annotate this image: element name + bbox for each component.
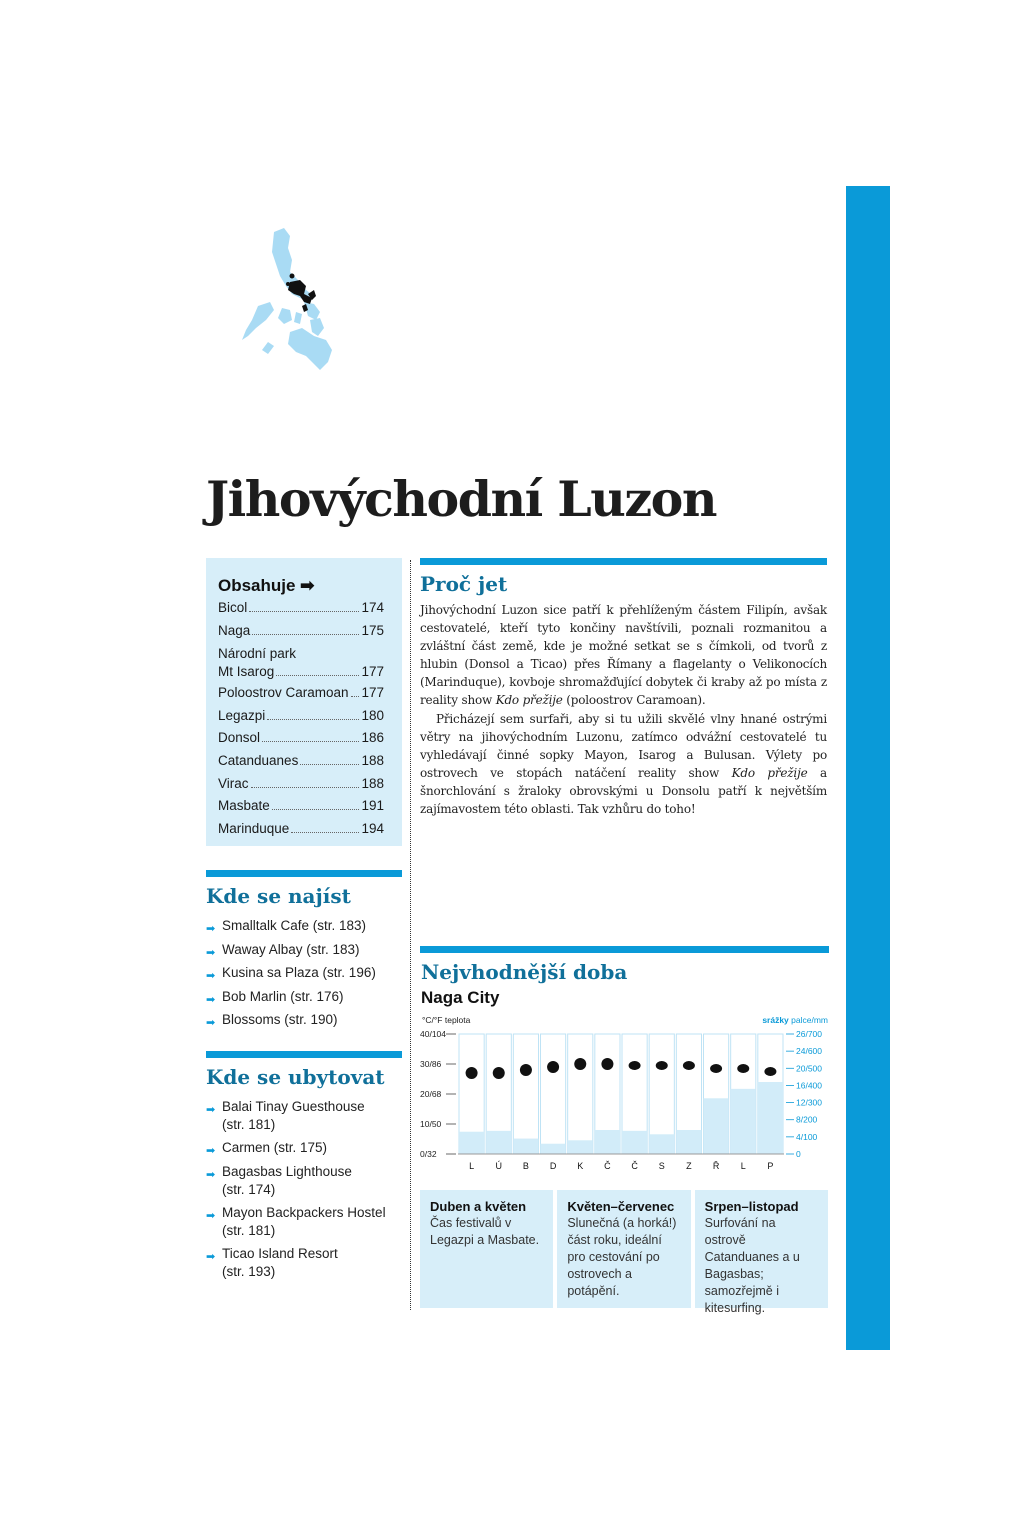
arrow-right-icon: ➡: [206, 970, 216, 982]
month-column: [568, 1034, 593, 1154]
temperature-bar: [656, 1061, 668, 1070]
rainfall-bar: [486, 1131, 511, 1154]
list-item: ➡ Kusina sa Plaza (str. 196): [206, 964, 402, 988]
rainfall-bar: [541, 1144, 566, 1154]
temperature-bar: [629, 1061, 641, 1070]
contents-item[interactable]: Virac 188: [218, 775, 384, 791]
season-box: Duben a květen Čas festivalů v Legazpi a Masbate.: [420, 1190, 553, 1308]
right-tick-label: 0: [796, 1149, 801, 1159]
list-item: ➡ Mayon Backpackers Hostel (str. 181): [206, 1204, 386, 1238]
list-item: ➡ Balai Tinay Guesthouse (str. 181): [206, 1099, 365, 1132]
chapter-tab: [846, 186, 890, 1350]
right-tick-label: 12/300: [796, 1097, 822, 1108]
section-rule: [420, 558, 827, 565]
rainfall-bar: [704, 1098, 729, 1154]
month-label: Ú: [495, 1161, 502, 1171]
month-label: D: [549, 1161, 557, 1171]
contents-box: [206, 558, 402, 846]
temperature-bar: [601, 1058, 613, 1070]
rainfall-bar: [676, 1130, 701, 1154]
page-title: Jihovýchodní Luzon: [206, 470, 716, 528]
right-tick-label: 20/500: [796, 1063, 822, 1074]
arrow-right-icon: ➡: [206, 923, 216, 935]
month-label: L: [740, 1161, 746, 1171]
arrow-right-icon: ➡: [206, 1145, 216, 1157]
contents-item[interactable]: Donsol 186: [218, 730, 384, 746]
temperature-bar: [520, 1064, 532, 1076]
right-tick-label: 4/100: [796, 1131, 818, 1142]
list-item: ➡ Bob Marlin (str. 176): [206, 988, 402, 1012]
section-rule: [206, 1051, 402, 1058]
left-tick-label: 40/104: [420, 1029, 446, 1039]
contents-item[interactable]: Bicol 174: [218, 600, 384, 615]
temperature-bar: [466, 1067, 478, 1079]
right-tick-label: 26/700: [796, 1029, 822, 1039]
right-tick-label: 24/600: [796, 1046, 822, 1057]
rainfall-bar: [568, 1140, 593, 1154]
rainfall-bar: [649, 1134, 674, 1154]
right-axis-label: srážky palce/mm: [762, 1015, 828, 1025]
section-rule: [420, 946, 829, 953]
arrow-right-icon: ➡: [206, 993, 216, 1006]
chart-title: Naga City: [421, 988, 500, 1007]
month-label: L: [469, 1161, 475, 1171]
month-label: Ř: [712, 1161, 720, 1171]
month-label: K: [577, 1161, 584, 1171]
left-tick-label: 30/86: [420, 1059, 442, 1069]
month-column: [513, 1034, 538, 1154]
rainfall-bar: [595, 1130, 620, 1154]
eat-list: [206, 917, 402, 1035]
contents-item[interactable]: Marinduque 194: [218, 820, 384, 836]
temperature-bar: [683, 1061, 695, 1070]
arrow-right-icon: ➡: [206, 1209, 216, 1222]
rainfall-bar: [731, 1089, 756, 1154]
sleep-list: [206, 1098, 402, 1286]
arrow-right-icon: ➡: [206, 1017, 216, 1029]
rainfall-bar: [459, 1132, 484, 1154]
paragraph: Jihovýchodní Luzon sice patří k přehlíženým částem Filipín, avšak cestovatelé, kteří tyto končiny navštívili, poznali rozmanitou a zvláštní část země, kde je možné setkat se s čímkoli, od tvorů z hlubin (Donsol a Ticao) přes Římany a flagelanty o Velikonocích (Marinduque), kovboje shromažďující dobytek či kraby až po místa z reality show Kdo přežije (poloostrov Caramoan).: [420, 603, 827, 708]
month-label: P: [767, 1161, 774, 1171]
right-tick-label: 8/200: [796, 1114, 818, 1125]
why-text: [420, 601, 827, 818]
arrow-right-icon: ➡: [206, 1104, 216, 1116]
sleep-heading: Kde se ubytovat: [206, 1065, 385, 1089]
contents-heading: Obsahuje ➡: [218, 576, 315, 595]
left-tick-label: 0/32: [420, 1149, 437, 1159]
contents-item[interactable]: Národní park Mt Isarog 177: [218, 646, 384, 680]
left-tick-label: 10/50: [420, 1119, 442, 1129]
left-axis-label: °C/°F teplota: [422, 1015, 471, 1025]
temperature-bar: [710, 1064, 722, 1073]
arrow-right-icon: ➡: [206, 1250, 216, 1263]
rainfall-bar: [513, 1139, 538, 1154]
contents-item[interactable]: Poloostrov Caramoan 177: [218, 685, 384, 701]
temperature-bar: [574, 1058, 586, 1070]
month-label: Č: [604, 1161, 611, 1171]
list-item: ➡ Carmen (str. 175): [206, 1139, 402, 1163]
climate-chart: [418, 1012, 830, 1178]
list-item: ➡ Smalltalk Cafe (str. 183): [206, 917, 402, 941]
season-box: Květen–červenec Slunečná (a horká!) část roku, ideální pro cestování po ostrovech a potápění.: [557, 1190, 690, 1308]
contents-item[interactable]: Catanduanes 188: [218, 752, 384, 768]
philippines-locator-map: [228, 224, 348, 374]
month-label: S: [658, 1161, 665, 1171]
arrow-right-icon: ➡: [206, 946, 216, 959]
arrow-right-icon: ➡: [206, 1168, 216, 1181]
contents-item[interactable]: Masbate 191: [218, 798, 384, 814]
month-label: B: [522, 1161, 529, 1171]
eat-heading: Kde se najíst: [206, 884, 351, 908]
contents-list: [218, 600, 384, 843]
list-item: ➡ Waway Albay (str. 183): [206, 941, 402, 965]
column-divider: [410, 560, 411, 1310]
right-tick-label: 16/400: [796, 1080, 822, 1091]
temperature-bar: [737, 1064, 749, 1073]
month-label: Z: [686, 1161, 692, 1171]
temperature-bar: [493, 1067, 505, 1079]
list-item: ➡ Ticao Island Resort (str. 193): [206, 1245, 338, 1279]
contents-item[interactable]: Naga 175: [218, 622, 384, 638]
list-item: ➡ Bagasbas Lighthouse (str. 174): [206, 1163, 352, 1197]
contents-item[interactable]: Legazpi 180: [218, 707, 384, 723]
why-heading: Proč jet: [420, 572, 508, 596]
season-box: Srpen–listopad Surfování na ostrově Catanduanes a u Bagasbas; samozřejmě i kitesurfing.: [695, 1190, 828, 1308]
paragraph: Přicházejí sem surfaři, aby si tu užili skvělé vlny hnané ostrými větry na jihovýchodním Luzonu, zatímco odvážní cestovatelé tu vyhledávají činné sopky Mayon, Isarog a Bulusan. Výlety po ostrovech ve stopách natáčení reality show Kdo přežije a šnorchlování s žraloky obrovskými u Donsolu patří k největším zajímavostem této oblasti. Tak vzhůru do toho!: [420, 711, 827, 817]
best-time-heading: Nejvhodnější doba: [421, 960, 628, 984]
month-label: Č: [631, 1161, 638, 1171]
temperature-bar: [764, 1067, 776, 1076]
temperature-bar: [547, 1061, 559, 1073]
season-boxes: [420, 1190, 828, 1315]
left-tick-label: 20/68: [420, 1089, 442, 1099]
section-rule: [206, 870, 402, 877]
rainfall-bar: [622, 1131, 647, 1154]
list-item: ➡ Blossoms (str. 190): [206, 1011, 402, 1035]
rainfall-bar: [758, 1082, 783, 1154]
month-column: [541, 1034, 566, 1154]
